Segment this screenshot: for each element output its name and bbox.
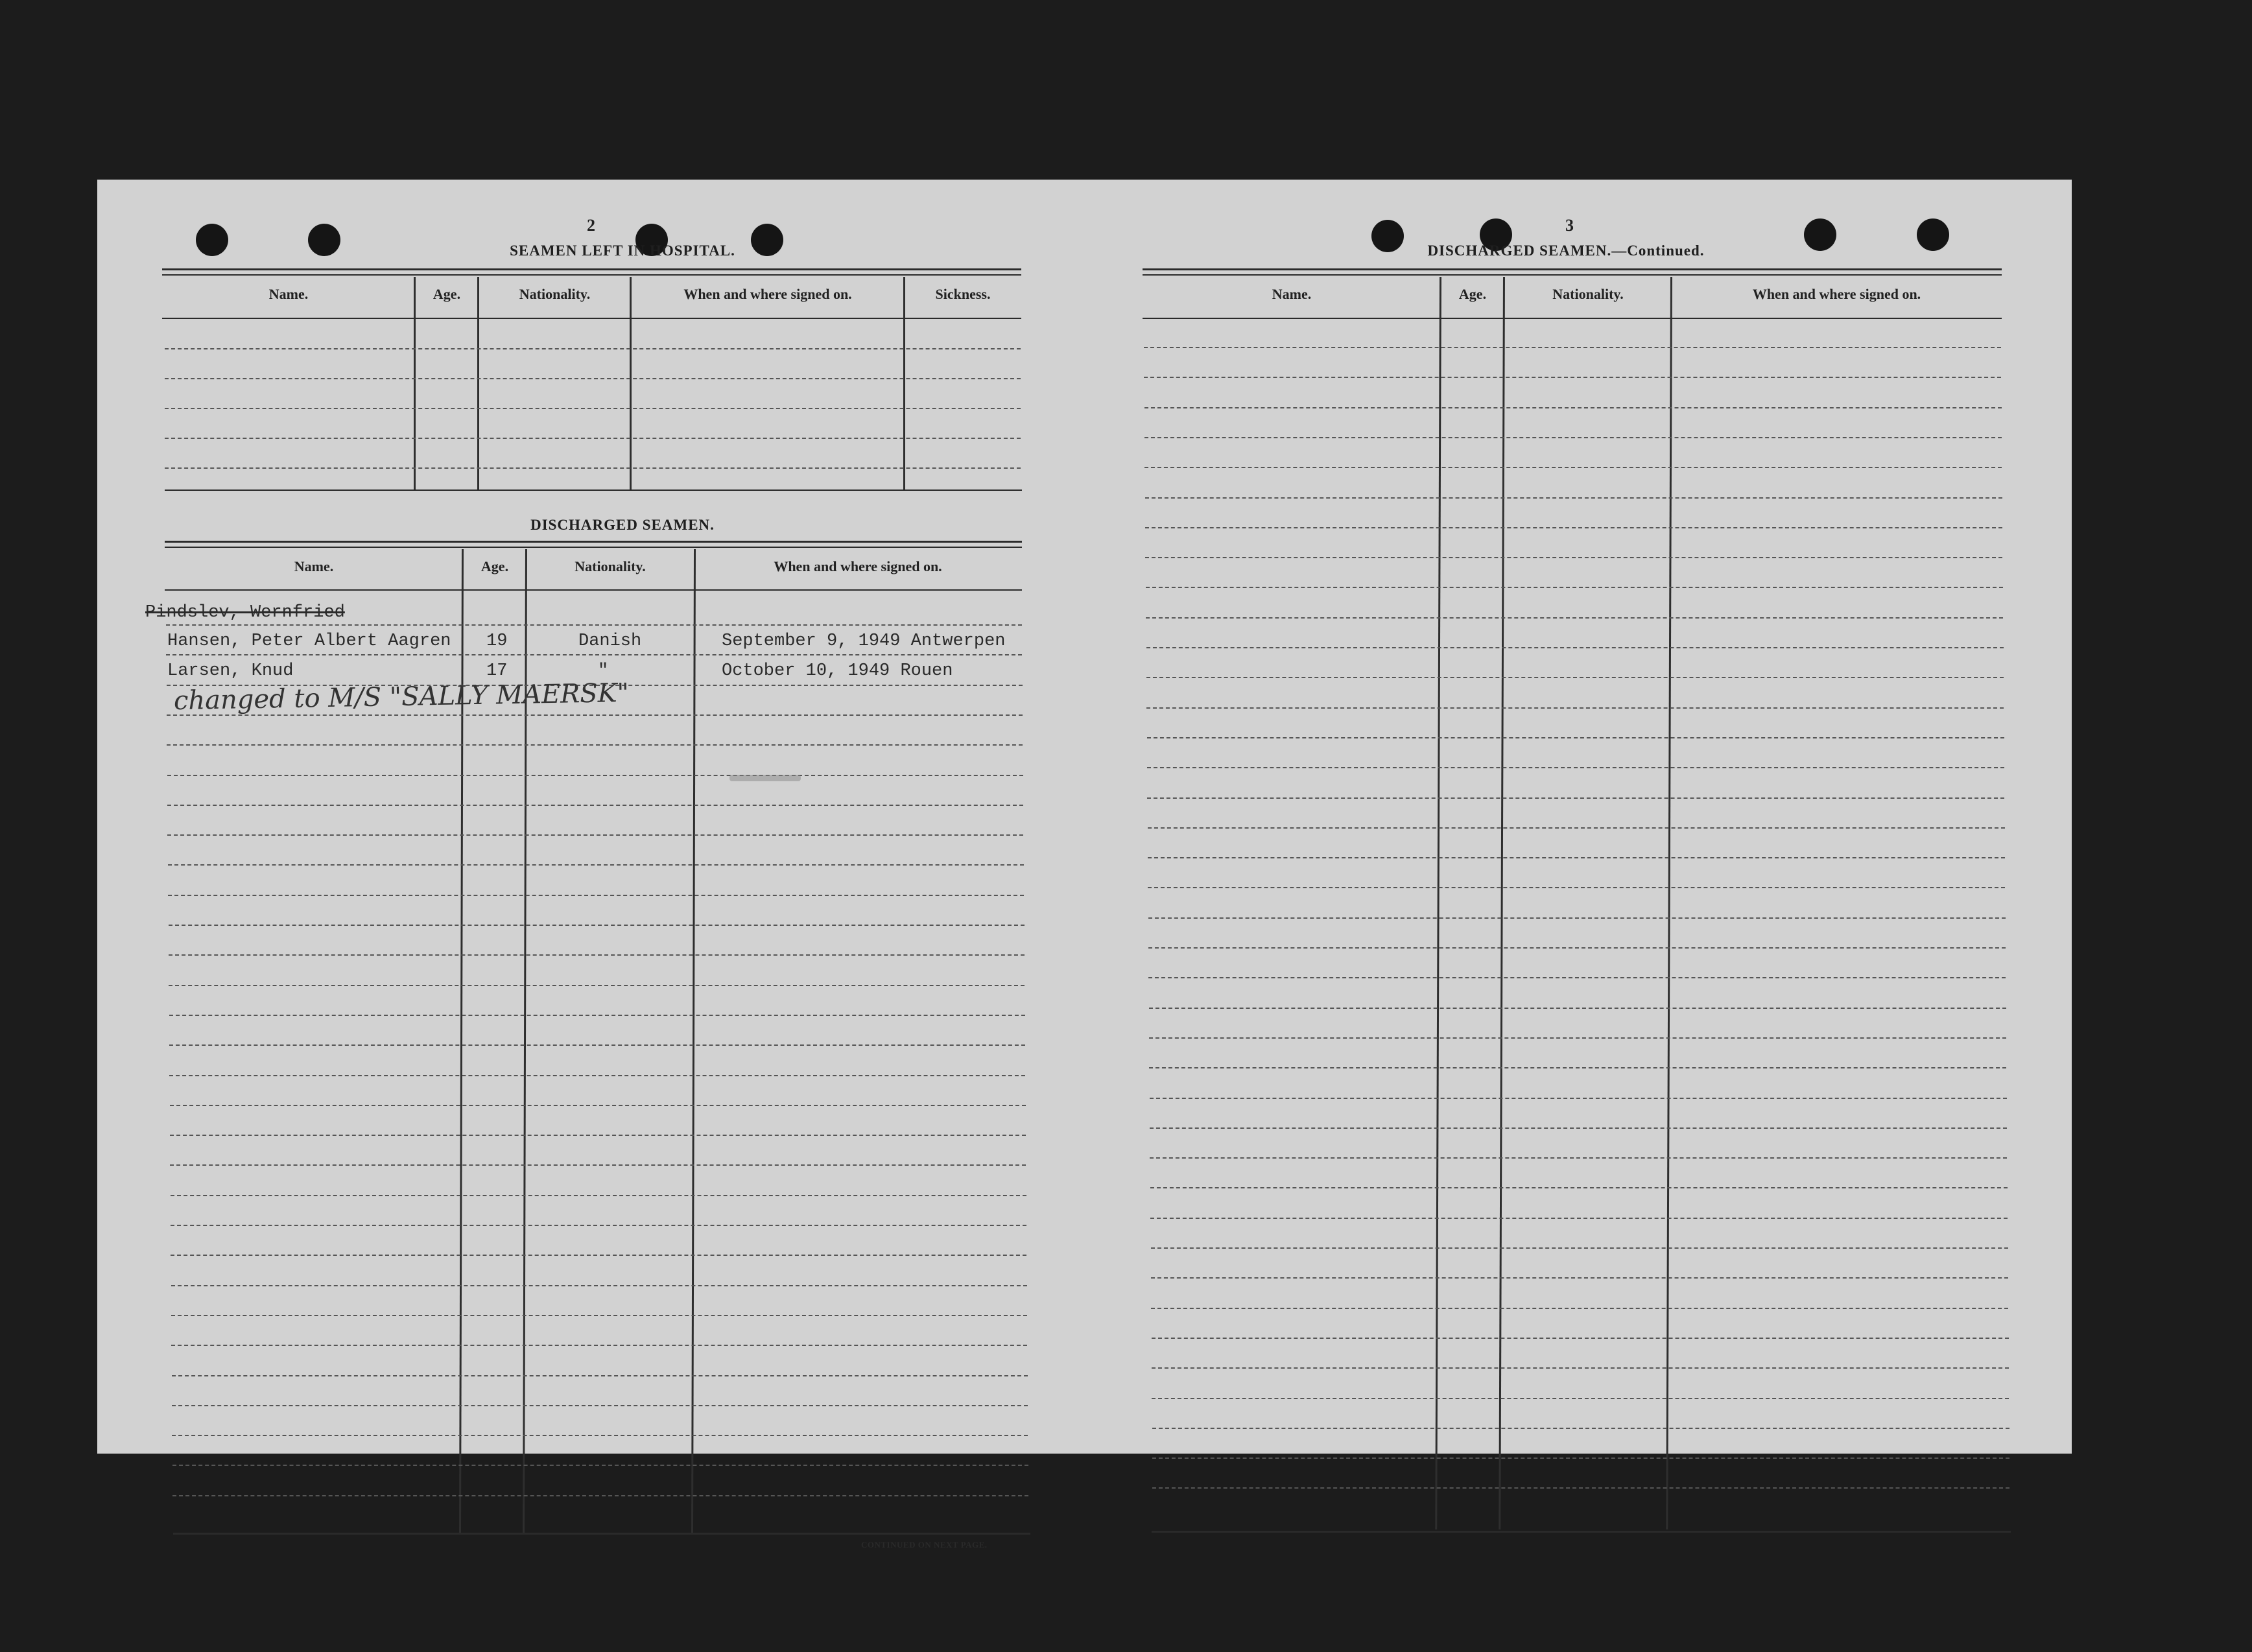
ruled-line	[166, 624, 1022, 626]
discharged-row-age: 17	[486, 661, 508, 681]
ruled-line	[1144, 467, 2002, 468]
ruled-line	[1151, 1308, 2008, 1309]
continued-col-name: Name.	[1272, 286, 1312, 302]
ruled-line	[169, 985, 1025, 986]
ruled-line	[172, 1435, 1028, 1436]
ruled-line	[1148, 827, 2005, 829]
page-number-left: 2	[587, 216, 595, 235]
ruled-line	[172, 1405, 1028, 1406]
hospital-col-signed-on: When and where signed on.	[683, 286, 852, 302]
ruled-line	[1151, 1247, 2008, 1249]
ruled-line	[1146, 587, 2003, 588]
ruled-line	[168, 864, 1024, 866]
discharged-col-nationality: Nationality.	[575, 558, 646, 574]
ruled-line	[1145, 497, 2002, 499]
discharged-row-age: 19	[486, 631, 508, 651]
ruled-line	[169, 954, 1025, 956]
ruled-line	[172, 1375, 1028, 1376]
hospital-col-age: Age.	[433, 286, 461, 302]
discharged-row-nationality: Danish	[578, 631, 642, 651]
continued-note: CONTINUED ON NEXT PAGE.	[861, 1540, 988, 1550]
ruled-line	[167, 805, 1023, 806]
ruled-line	[1150, 1098, 2007, 1099]
ruled-line	[1144, 437, 2002, 438]
ruled-line	[171, 1195, 1026, 1196]
discharged-section-title: DISCHARGED SEAMEN.	[530, 517, 715, 533]
continued-col-nationality: Nationality.	[1552, 286, 1624, 302]
continued-col-age: Age.	[1458, 286, 1487, 302]
ruled-line	[1144, 377, 2001, 378]
ruled-line	[1148, 947, 2006, 949]
ruled-line	[170, 1105, 1026, 1106]
ruled-line	[171, 1345, 1027, 1346]
ruled-line	[1147, 797, 2004, 799]
ruled-line	[1144, 347, 2001, 348]
discharged-row-signed-on: October 10, 1949 Rouen	[722, 661, 953, 681]
ruled-line	[171, 1225, 1026, 1226]
punch-hole	[1917, 218, 1949, 251]
ruled-line	[1145, 557, 2002, 558]
ruled-line	[1149, 1067, 2006, 1068]
handwritten-annotation: changed to M/S "SALLY MAERSK"	[173, 678, 630, 716]
ruled-line	[1152, 1398, 2009, 1399]
ruled-line	[1148, 857, 2005, 858]
ruled-line	[1152, 1367, 2009, 1369]
ruled-line	[1148, 977, 2006, 978]
ruled-line	[170, 1164, 1026, 1166]
ruled-line	[1151, 1277, 2008, 1279]
hospital-col-sickness: Sickness.	[935, 286, 991, 302]
hospital-col-name: Name.	[268, 286, 309, 302]
discharged-row-name: Larsen, Knud	[167, 661, 294, 681]
continued-col-signed-on: When and where signed on.	[1752, 286, 1921, 302]
ruled-line	[1149, 1037, 2006, 1039]
ruled-line	[1148, 917, 2006, 919]
ruled-line	[1152, 1487, 2009, 1489]
ruled-line	[167, 744, 1023, 746]
ruled-line	[1152, 1457, 2009, 1459]
hospital-col-nationality: Nationality.	[519, 286, 591, 302]
ruled-line	[1150, 1187, 2008, 1188]
ruled-line	[171, 1315, 1027, 1316]
punch-hole	[196, 224, 228, 256]
ruled-line	[167, 775, 1023, 776]
ruled-line	[1149, 1008, 2006, 1009]
ruled-line	[169, 1015, 1025, 1016]
ruled-line	[1146, 707, 2004, 709]
ruled-line	[168, 895, 1024, 896]
discharged-continued-title: DISCHARGED SEAMEN.—Continued.	[1427, 242, 1705, 259]
discharged-col-name: Name.	[294, 558, 334, 574]
ruled-line	[1147, 737, 2004, 738]
ruled-line	[166, 654, 1022, 655]
ruled-line	[1152, 1338, 2009, 1339]
discharged-row-signed-on: September 9, 1949 Antwerpen	[722, 631, 1006, 651]
discharged-row-name: Pindslev, Wernfried	[145, 603, 345, 622]
discharged-row-name: Hansen, Peter Albert Aagren	[167, 631, 451, 651]
ruled-line	[1152, 1428, 2009, 1429]
ruled-line	[1150, 1157, 2007, 1159]
ruled-line	[169, 1075, 1025, 1076]
ruled-line	[167, 834, 1023, 836]
punch-hole	[1804, 218, 1836, 251]
ruled-line	[170, 1135, 1026, 1136]
hospital-section-title: SEAMEN LEFT IN HOSPITAL.	[510, 242, 735, 259]
ruled-line	[1147, 767, 2004, 768]
discharged-row-nationality: "	[598, 661, 609, 681]
discharged-col-signed-on: When and where signed on.	[774, 558, 942, 574]
ruled-line	[171, 1255, 1026, 1256]
ink-smudge	[729, 775, 801, 781]
discharged-col-age: Age.	[480, 558, 509, 574]
ledger-page-scan	[97, 180, 2072, 1550]
ruled-line	[1146, 677, 2004, 678]
punch-hole	[308, 224, 340, 256]
ruled-line	[172, 1495, 1028, 1496]
ruled-line	[169, 1044, 1025, 1046]
ruled-line	[1146, 647, 2004, 648]
ruled-line	[1146, 617, 2003, 619]
ruled-line	[1144, 407, 2002, 408]
ruled-line	[1150, 1218, 2008, 1219]
ruled-line	[167, 714, 1023, 716]
ruled-line	[172, 1465, 1028, 1466]
ruled-line	[1150, 1127, 2007, 1129]
ruled-line	[169, 925, 1025, 926]
ruled-line	[171, 1285, 1027, 1286]
page-number-right: 3	[1565, 216, 1574, 235]
ruled-line	[1145, 527, 2002, 528]
ruled-line	[1148, 887, 2005, 888]
